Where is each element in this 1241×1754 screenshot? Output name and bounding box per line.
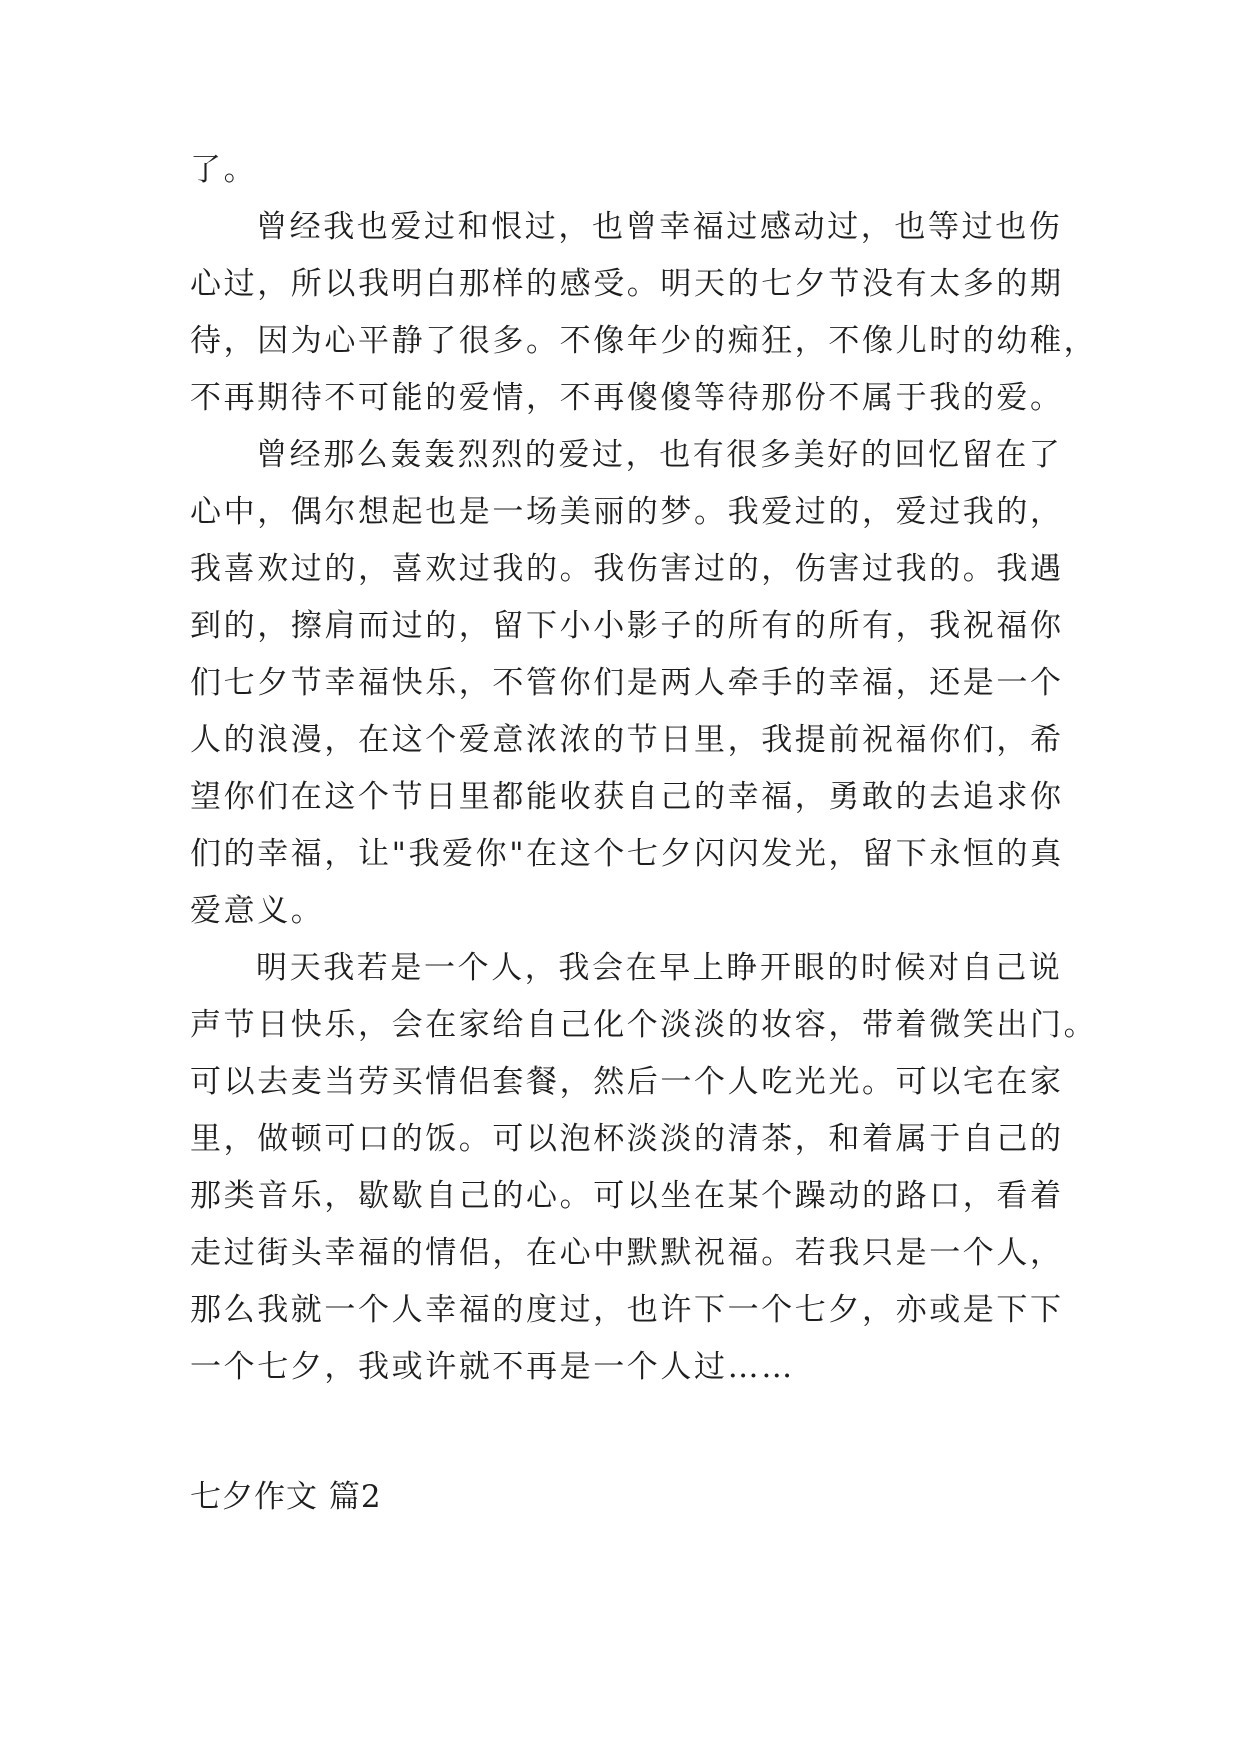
text-line: 我喜欢过的，喜欢过我的。我伤害过的，伤害过我的。我遇 bbox=[190, 551, 1064, 587]
section-heading: 七夕作文 篇2 bbox=[190, 1479, 382, 1515]
text-line: 们的幸福，让"我爱你"在这个七夕闪闪发光，留下永恒的真 bbox=[190, 836, 1064, 872]
text-line: 走过街头幸福的情侣，在心中默默祝福。若我只是一个人， bbox=[190, 1235, 1064, 1271]
text-line: 声节日快乐，会在家给自己化个淡淡的妆容，带着微笑出门。 bbox=[190, 1007, 1098, 1043]
paragraph-first-line: 明天我若是一个人，我会在早上睁开眼的时候对自己说 bbox=[256, 950, 1063, 986]
text-line: 到的，擦肩而过的，留下小小影子的所有的所有，我祝福你 bbox=[190, 608, 1064, 644]
paragraph-first-line: 曾经我也爱过和恨过，也曾幸福过感动过，也等过也伤 bbox=[256, 209, 1063, 245]
text-line: 了。 bbox=[190, 152, 258, 188]
text-line: 心中，偶尔想起也是一场美丽的梦。我爱过的，爱过我的， bbox=[190, 494, 1064, 530]
text-line: 可以去麦当劳买情侣套餐，然后一个人吃光光。可以宅在家 bbox=[190, 1064, 1064, 1100]
text-line: 望你们在这个节日里都能收获自己的幸福，勇敢的去追求你 bbox=[190, 779, 1064, 815]
text-line: 人的浪漫，在这个爱意浓浓的节日里，我提前祝福你们，希 bbox=[190, 722, 1064, 758]
paragraph-first-line: 曾经那么轰轰烈烈的爱过，也有很多美好的回忆留在了 bbox=[256, 437, 1063, 473]
text-line: 待，因为心平静了很多。不像年少的痴狂，不像儿时的幼稚， bbox=[190, 323, 1098, 359]
text-line: 不再期待不可能的爱情，不再傻傻等待那份不属于我的爱。 bbox=[190, 380, 1064, 416]
text-line: 那么我就一个人幸福的度过，也许下一个七夕，亦或是下下 bbox=[190, 1292, 1064, 1328]
text-line: 那类音乐，歇歇自己的心。可以坐在某个躁动的路口，看着 bbox=[190, 1178, 1064, 1214]
text-line: 里，做顿可口的饭。可以泡杯淡淡的清茶，和着属于自己的 bbox=[190, 1121, 1064, 1157]
text-line: 心过，所以我明白那样的感受。明天的七夕节没有太多的期 bbox=[190, 266, 1064, 302]
text-line: 们七夕节幸福快乐，不管你们是两人牵手的幸福，还是一个 bbox=[190, 665, 1064, 701]
text-line: 爱意义。 bbox=[190, 893, 325, 929]
text-line: 一个七夕，我或许就不再是一个人过…… bbox=[190, 1349, 795, 1385]
